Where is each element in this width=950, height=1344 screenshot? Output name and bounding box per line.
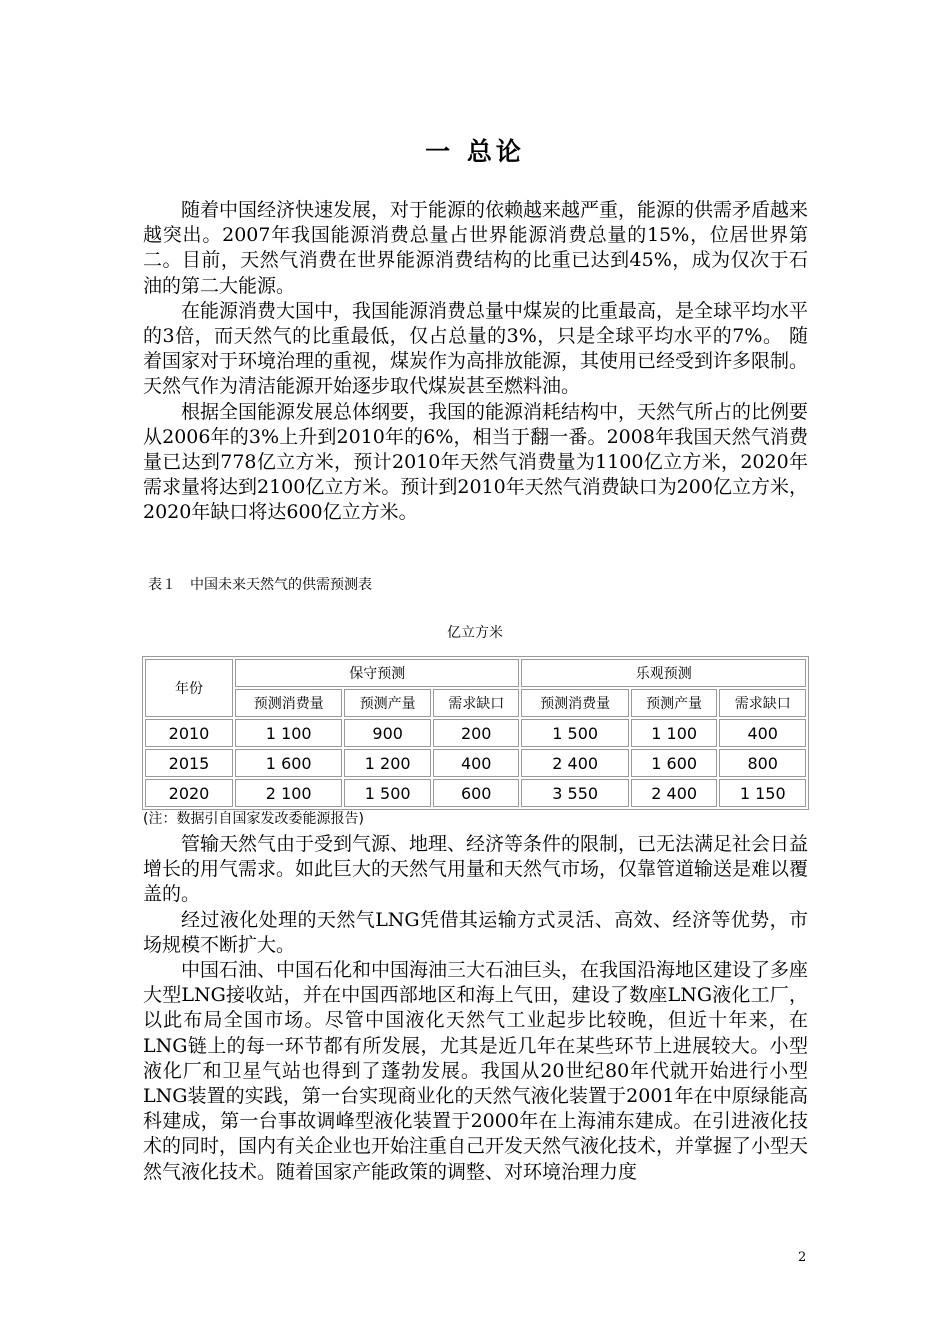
column-header: 需求缺口 — [719, 689, 806, 717]
table-cell: 900 — [344, 719, 431, 747]
paragraph: 根据全国能源发展总体纲要，我国的能源消耗结构中，天然气所占的比例要从2006年的3%上升到2010年的6%，相当于翻一番。2008年我国天然气消费量已达到778亿立方米，预计2010年天然气消费量为1100亿立方米，2020年需求量将达到2100亿立方米。预计到2010年天然气消费缺口为200亿立方米，2020年缺口将达600亿立方米。 — [143, 400, 809, 524]
column-header: 需求缺口 — [433, 689, 520, 717]
page-number: 2 — [798, 1250, 807, 1265]
table-cell: 200 — [433, 719, 520, 747]
year-cell: 2020 — [145, 779, 233, 807]
year-cell: 2015 — [145, 749, 233, 777]
table-cell: 1 100 — [235, 719, 342, 747]
year-header: 年份 — [145, 659, 233, 717]
table-cell: 1 600 — [235, 749, 342, 777]
column-header: 预测产量 — [344, 689, 431, 717]
paragraph: 在能源消费大国中，我国能源消费总量中煤炭的比重最高，是全球平均水平的3倍，而天然气的比重最低，仅占总量的3%，只是全球平均水平的7%。 随着国家对于环境治理的重视，煤炭作为高排放能源，其使用已经受到许多限制。天然气作为清洁能源开始逐步取代煤炭甚至燃料油。 — [143, 299, 809, 398]
table-row — [145, 779, 806, 807]
intro-text — [143, 198, 808, 526]
table-cell: 1 600 — [631, 749, 718, 777]
section-heading: 一 总论 — [425, 137, 525, 166]
table-cell: 600 — [433, 779, 520, 807]
table-cell: 1 500 — [521, 719, 628, 747]
paragraph: 经过液化处理的天然气LNG凭借其运输方式灵活、高效、经济等优势，市场规模不断扩大。 — [143, 908, 808, 956]
table-row — [145, 749, 806, 777]
table-cell: 400 — [433, 749, 520, 777]
column-header: 预测消费量 — [521, 689, 628, 717]
table-cell: 3 550 — [521, 779, 628, 807]
table-cell: 800 — [719, 749, 806, 777]
main-text — [143, 832, 808, 1185]
table-cell: 1 200 — [344, 749, 431, 777]
year-cell: 2010 — [145, 719, 233, 747]
table-cell: 2 400 — [631, 779, 718, 807]
table-cell: 1 150 — [719, 779, 806, 807]
table-unit: 亿立方米 — [447, 625, 503, 641]
table-subheader-row — [145, 689, 806, 717]
table-note: (注：数据引自国家发改委能源报告) — [143, 811, 364, 827]
table-caption: 表１ 中国未来天然气的供需预测表 — [148, 577, 372, 593]
column-header: 预测产量 — [631, 689, 718, 717]
group-header-optimistic: 乐观预测 — [521, 659, 806, 687]
paragraph: 随着中国经济快速发展，对于能源的依赖越来越严重，能源的供需矛盾越来越突出。2007年我国能源消费总量占世界能源消费总量的15%，位居世界第二。目前，天然气消费在世界能源消费结构的比重已达到45%，成为仅次于石油的第二大能源。 — [143, 199, 809, 297]
forecast-table — [142, 656, 809, 810]
paragraph: 管输天然气由于受到气源、地理、经济等条件的限制，已无法满足社会日益增长的用气需求。如此巨大的天然气用量和天然气市场，仅靠管道输送是难以覆盖的。 — [143, 833, 809, 906]
column-header: 预测消费量 — [235, 689, 342, 717]
table-header-row — [145, 659, 806, 687]
table-cell: 2 400 — [521, 749, 628, 777]
table-cell: 1 100 — [631, 719, 718, 747]
table-row — [145, 719, 806, 747]
paragraph: 中国石油、中国石化和中国海油三大石油巨头，在我国沿海地区建设了多座大型LNG接收站，并在中国西部地区和海上气田，建设了数座LNG液化工厂，以此布局全国市场。尽管中国液化天然气工业起步比较晚，但近十年来，在LNG链上的每一环节都有所发展，尤其是近几年在某些环节上进展较大。小型液化厂和卫星气站也得到了蓬勃发展。我国从20世纪80年代就开始进行小型LNG装置的实践，第一台实现商业化的天然气液化装置于2001年在中原绿能高科建成，第一台事故调峰型液化装置于2000年在上海浦东建成。在引进液化技术的同时，国内有关企业也开始注重自己开发天然气液化技术，并掌握了小型天然气液化技术。随着国家产能政策的调整、对环境治理力度 — [143, 959, 809, 1183]
group-header-conservative: 保守预测 — [235, 659, 519, 687]
table-cell: 2 100 — [235, 779, 342, 807]
table-cell: 400 — [719, 719, 806, 747]
table-cell: 1 500 — [344, 779, 431, 807]
